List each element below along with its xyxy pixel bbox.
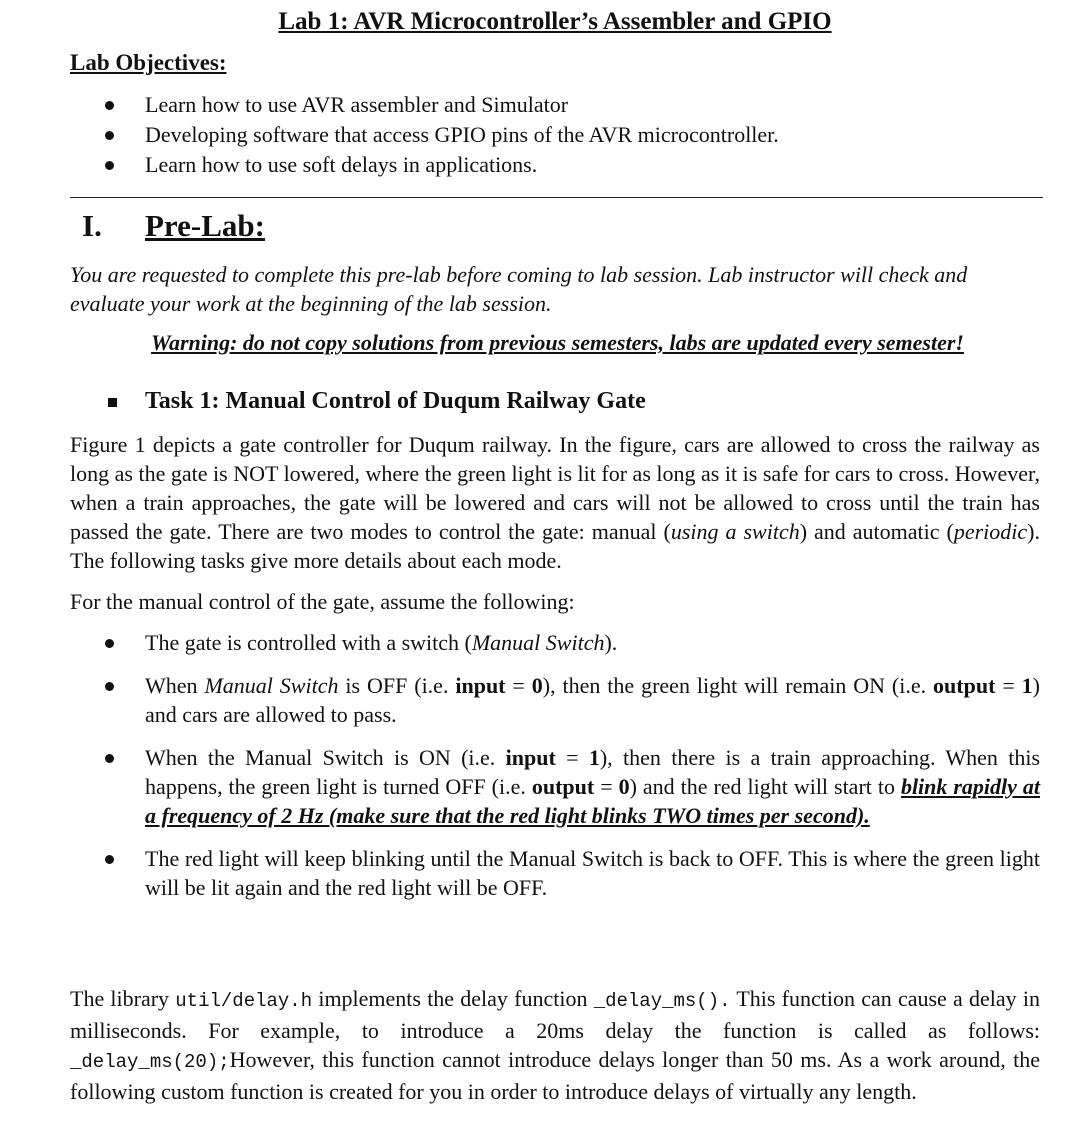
list-item: Developing software that access GPIO pins of the AVR microcontroller. xyxy=(105,120,1065,150)
prelab-intro: You are requested to complete this pre-lab before coming to lab session. Lab instructor will check and evaluate your work at the beginning of the lab session. xyxy=(70,262,968,316)
bullet-icon xyxy=(105,855,114,864)
delay-library-paragraph: The library util/delay.h implements the delay function _delay_ms(). This function can cause a delay in milliseconds. For example, to introduce a 20ms delay the function is called as follows: _delay_ms(20);However, this function cannot introduce delays longer than 50 ms. As a work around, the following custom function is created for you in order to introduce delays of virtually any length. xyxy=(70,986,1040,1104)
section-number: I. xyxy=(82,208,102,243)
list-item: The red light will keep blinking until the Manual Switch is back to OFF. This is where the green light will be lit again and the red light will be OFF. xyxy=(105,844,1040,902)
list-item: When Manual Switch is OFF (i.e. input = 0), then the green light will remain ON (i.e. output = 1) and cars are allowed to pass. xyxy=(105,671,1040,729)
list-item: The gate is controlled with a switch (Manual Switch). xyxy=(105,628,1040,657)
horizontal-divider xyxy=(70,197,1043,198)
task-title: Task 1: Manual Control of Duqum Railway Gate xyxy=(145,388,646,414)
bullet-icon xyxy=(105,161,114,170)
document-title: Lab 1: AVR Microcontroller’s Assembler and GPIO xyxy=(278,8,832,35)
manual-control-list xyxy=(105,628,1040,916)
bullet-icon xyxy=(105,131,114,140)
square-bullet-icon xyxy=(108,398,117,407)
objectives-list xyxy=(105,90,1065,180)
bullet-icon xyxy=(105,101,114,110)
manual-control-intro: For the manual control of the gate, assume the following: xyxy=(70,589,575,614)
bullet-icon xyxy=(105,682,114,691)
list-item: When the Manual Switch is ON (i.e. input = 1), then there is a train approaching. When this happens, the green light is turned OFF (i.e. output = 0) and the red light will start to blink rapidly at a frequency of 2 Hz (make sure that the red light blinks TWO times per second). xyxy=(105,743,1040,830)
list-item: Learn how to use soft delays in applications. xyxy=(105,150,1065,180)
list-item: Learn how to use AVR assembler and Simulator xyxy=(105,90,1065,120)
bullet-icon xyxy=(105,639,114,648)
warning-text: Warning: do not copy solutions from previous semesters, labs are updated every semester! xyxy=(151,330,964,355)
blink-requirement: blink rapidly at a frequency of 2 Hz (make sure that the red light blinks TWO times per second). xyxy=(145,774,1040,828)
section-title: Pre-Lab: xyxy=(145,208,265,243)
objectives-heading: Lab Objectives: xyxy=(70,50,227,75)
bullet-icon xyxy=(105,754,114,763)
task-description: Figure 1 depicts a gate controller for Duqum railway. In the figure, cars are allowed to cross the railway as long as the gate is NOT lowered, where the green light is lit for as long as it is safe for cars to cross. However, when a train approaches, the gate will be lowered and cars will not be allowed to cross until the train has passed the gate. There are two modes to control the gate: manual (using a switch) and automatic (periodic). The following tasks give more details about each mode. xyxy=(70,432,1040,573)
